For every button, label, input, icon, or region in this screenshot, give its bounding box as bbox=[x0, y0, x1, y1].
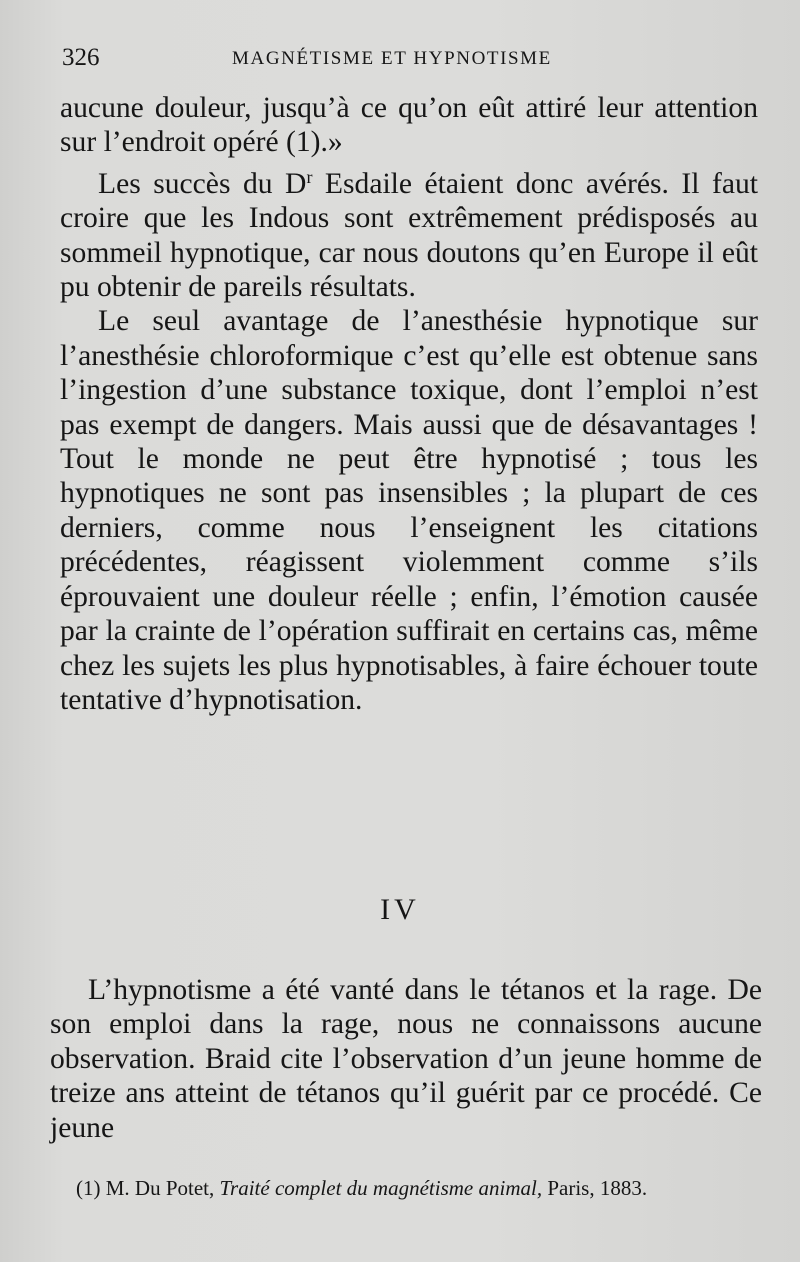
footnote-mark: (1) bbox=[76, 1176, 101, 1200]
paragraph-anesthesia: Le seul avantage de l’anesthésie hypnotique sur l’anesthésie chloroformique c’est qu’elle est obtenue sans l’ingestion d’une substance toxique, dont l’emploi n’est pas exempt de dangers. Mais aussi que de désavantages ! Tout le monde ne peut être hypnotisé ; tous les hypnotiques ne sont pas insensibles ; la plupart de ces derniers, comme nous l’enseignent les citations précédentes, réagissent violemment comme s’ils éprouvaient une douleur réelle ; enfin, l’émotion causée par la crainte de l’opération suffirait en certains cas, même chez les sujets les plus hypnotisables, à faire échouer toute tentative d’hypnotisation. bbox=[60, 305, 758, 716]
footnote-title: Traité complet du magnétisme animal, bbox=[219, 1176, 543, 1200]
footnote bbox=[56, 1174, 762, 1202]
section-heading: IV bbox=[380, 893, 420, 926]
paragraph-esdaile-start: Les succès du D bbox=[98, 167, 307, 200]
doctor-abbreviation-sup: r bbox=[306, 166, 313, 187]
paragraph-continued: aucune douleur, jusqu’à ce qu’on eût attiré leur attention sur l’endroit opéré (1).» bbox=[60, 92, 758, 159]
section-body-text bbox=[50, 973, 762, 1145]
running-title: MAGNÉTISME ET HYPNOTISME bbox=[232, 48, 552, 69]
page-number: 326 bbox=[62, 44, 100, 71]
running-head bbox=[62, 44, 760, 76]
paragraph-esdaile-rest: Esdaile étaient donc avérés. Il faut croire que les Indous sont extrêmement prédisposés au sommeil hypnotique, car nous doutons qu’en Europe il eût pu obtenir de pareils résultats. bbox=[60, 167, 758, 304]
paragraph-tetanos: L’hypnotisme a été vanté dans le tétanos et la rage. De son emploi dans la rage, nous ne connaissons aucune observation. Braid cite l’observation d’un jeune homme de treize ans atteint de tétanos qu’il guérit par ce procédé. Ce jeune bbox=[50, 974, 762, 1144]
paragraph-esdaile bbox=[60, 160, 758, 305]
footnote-place-date: Paris, 1883. bbox=[547, 1176, 648, 1200]
footnote-author: M. Du Potet, bbox=[105, 1176, 215, 1200]
body-text bbox=[60, 91, 758, 717]
